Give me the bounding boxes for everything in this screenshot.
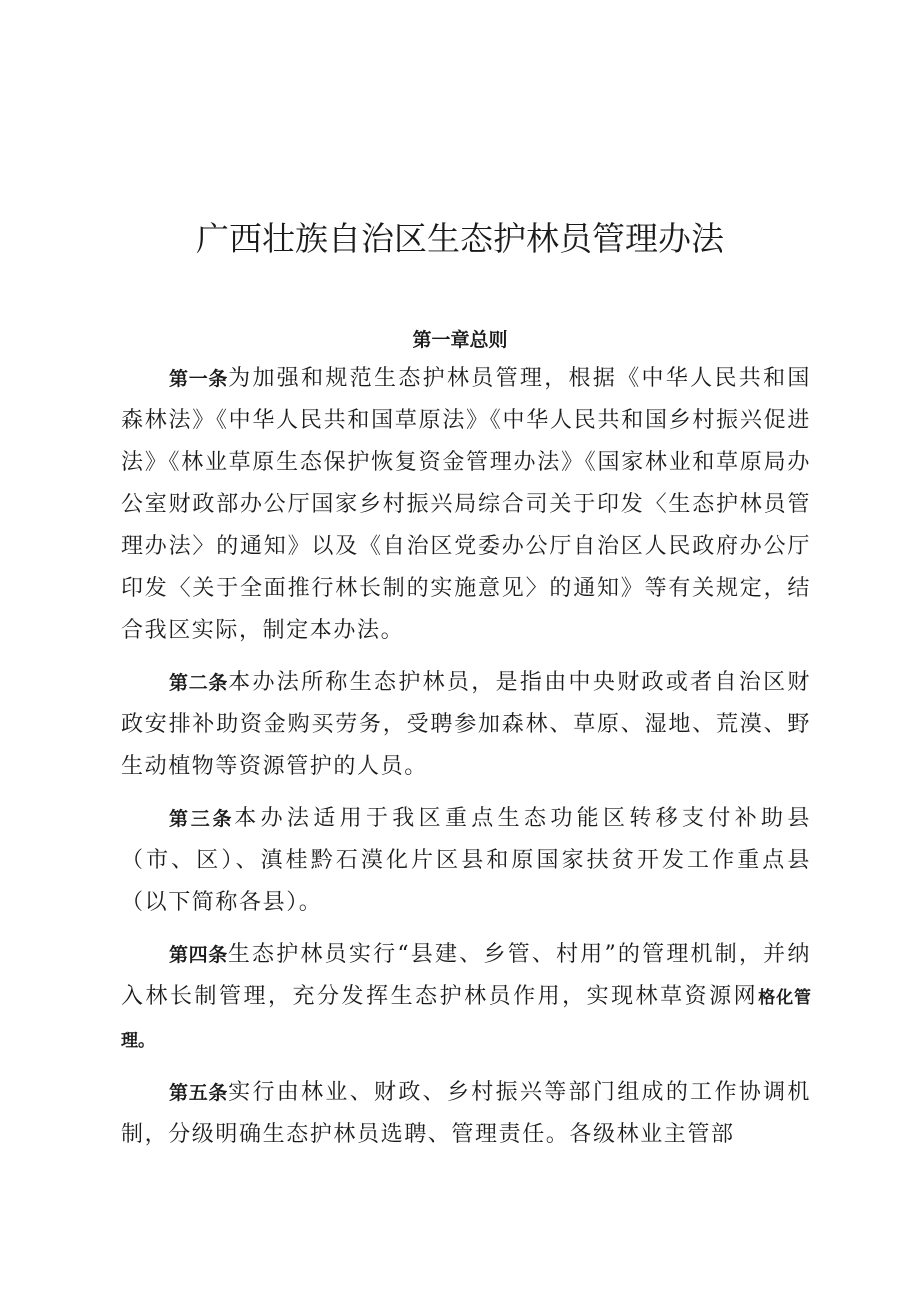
article-number: 第三条: [169, 808, 235, 830]
article-1: [121, 358, 811, 652]
article-text-tail: 格化管理。: [121, 988, 812, 1051]
article-4: [121, 934, 811, 1062]
article-5: [121, 1072, 811, 1156]
article-number: 第四条: [169, 944, 228, 966]
article-text: 本办法所称生态护林员，是指由中央财政或者自治区财政安排补助资金购买劳务，受聘参加森林、草原、湿地、荒漠、野生动植物等资源管护的人员。: [121, 670, 811, 779]
article-number: 第二条: [169, 672, 229, 694]
article-number: 第一条: [169, 368, 229, 390]
document-title: 广西壮族自治区生态护林员管理办法: [196, 219, 724, 258]
article-text: 本办法适用于我区重点生态功能区转移支付补助县（市、区）、滇桂黔石漠化片区县和原国家扶贫开发工作重点县（以下简称各县）。: [121, 806, 811, 915]
article-3: [121, 798, 811, 924]
article-2: [121, 662, 811, 788]
document-body: [121, 358, 811, 1166]
article-text: 生态护林员实行“县建、乡管、村用”的管理机制，并纳入林长制管理，充分发挥生态护林员作用，实现林草资源网: [121, 942, 811, 1009]
article-number: 第五条: [169, 1082, 229, 1104]
chapter-heading: 第一章总则: [412, 329, 508, 351]
article-text: 为加强和规范生态护林员管理，根据《中华人民共和国森林法》《中华人民共和国草原法》《中华人民共和国乡村振兴促进法》《林业草原生态保护恢复资金管理办法》《国家林业和草原局办公室财政部办公厅国家乡村振兴局综合司关于印发〈生态护林员管理办法〉的通知》以及《自治区党委办公厅自治区人民政府办公厅印发〈关于全面推行林长制的实施意见〉的通知》等有关规定，结合我区实际，制定本办法。: [121, 366, 811, 643]
article-text: 实行由林业、财政、乡村振兴等部门组成的工作协调机制，分级明确生态护林员选聘、管理责任。各级林业主管部: [121, 1080, 811, 1147]
